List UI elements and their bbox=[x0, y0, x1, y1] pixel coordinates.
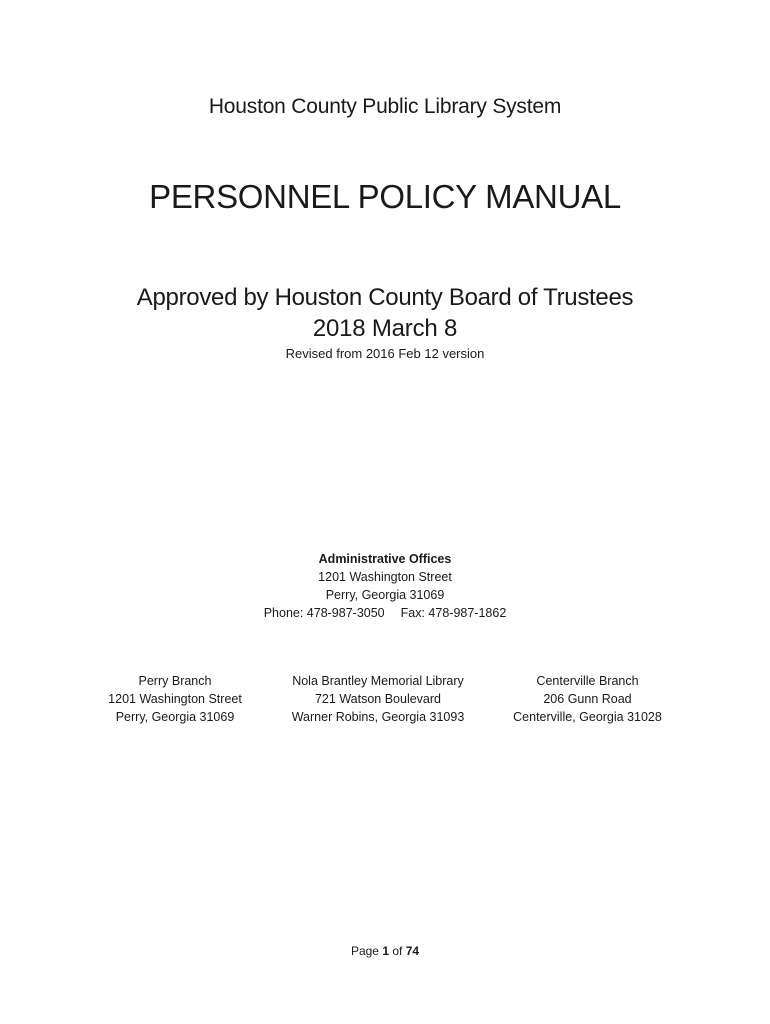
revision-note: Revised from 2016 Feb 12 version bbox=[285, 346, 485, 361]
branch-perry bbox=[90, 672, 260, 726]
admin-contact bbox=[0, 604, 770, 622]
branch-centerville bbox=[500, 672, 675, 726]
current-page-number: 1 bbox=[382, 944, 389, 958]
total-page-count: 74 bbox=[405, 944, 420, 958]
page-footer bbox=[0, 944, 770, 958]
branch-name: Perry Branch bbox=[138, 674, 212, 688]
branch-street: 721 Watson Boulevard bbox=[314, 692, 441, 706]
page-prefix: Page bbox=[350, 944, 379, 958]
branch-name: Centerville Branch bbox=[536, 674, 639, 688]
branch-city: Warner Robins, Georgia 31093 bbox=[291, 710, 465, 724]
branch-nola-brantley bbox=[278, 672, 478, 726]
system-title: Houston County Public Library System bbox=[208, 95, 562, 118]
admin-offices-heading: Administrative Offices bbox=[318, 552, 452, 566]
administrative-offices bbox=[0, 550, 770, 622]
admin-phone: Phone: 478-987-3050 bbox=[263, 606, 385, 620]
branch-city: Perry, Georgia 31069 bbox=[115, 710, 235, 724]
branch-street: 1201 Washington Street bbox=[108, 692, 242, 706]
branch-street: 206 Gunn Road bbox=[543, 692, 632, 706]
admin-fax: Fax: 478-987-1862 bbox=[400, 606, 507, 620]
page-of: of bbox=[392, 944, 403, 958]
admin-street: 1201 Washington Street bbox=[318, 570, 452, 584]
branch-city: Centerville, Georgia 31028 bbox=[513, 710, 662, 724]
manual-title: PERSONNEL POLICY MANUAL bbox=[149, 178, 621, 215]
approved-by-line: Approved by Houston County Board of Trustees bbox=[136, 284, 634, 311]
admin-city: Perry, Georgia 31069 bbox=[325, 588, 445, 602]
approval-date: 2018 March 8 bbox=[312, 315, 458, 342]
branch-name: Nola Brantley Memorial Library bbox=[292, 674, 464, 688]
